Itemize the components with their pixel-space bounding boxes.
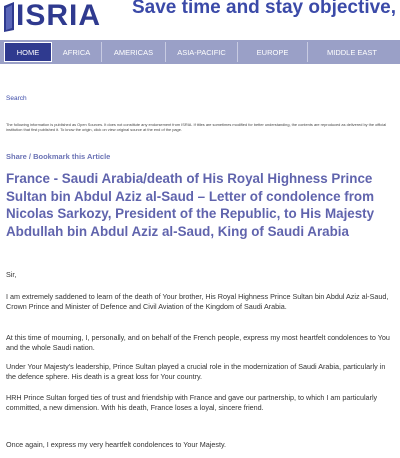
letter-paragraph-5: Once again, I express my very heartfelt condolences to Your Majesty. [6, 440, 226, 449]
nav-asia-pacific[interactable]: ASIA-PACIFIC [166, 42, 238, 62]
site-tagline: Save time and stay objective, [132, 0, 397, 18]
letter-paragraph-3: Under Your Majesty's leadership, Prince Sultan played a crucial role in the modernization of Saudi Arabia, particularly in the defence sphere. His death is a great loss for Your country. [6, 362, 386, 382]
nav-middle-east[interactable]: MIDDLE EAST [326, 47, 377, 57]
letter-paragraph-1: I am extremely saddened to learn of the death of Your brother, His Royal Highness Prince Sultan bin Abdul Aziz al-Saud, Crown Prince and Minister of Defence and Civil Aviation of the Kingdom of Saudi Arabia. [6, 292, 389, 312]
letter-paragraph-4: HRH Prince Sultan forged ties of trust and friendship with France and gave our partnership, to which I am particularly committed, a new dimension. With his death, France loses a loyal, sincere friend. [6, 393, 378, 413]
search-link[interactable]: Search [6, 95, 27, 102]
main-nav [0, 40, 400, 64]
disclaimer-text: The following information is published as Open Sources. It does not constitute any endorsement from ISRIA. If titles are sometimes modified for better understanding, the contents are reproduced as delivered by the official institution that first published it. To know the origin, click on view original source at the end of the page. [6, 122, 387, 132]
article-title: France - Saudi Arabia/death of His Royal Highness Prince Sultan bin Abdul Aziz al-Saud – Letter of condolence from Nicolas Sarkozy, President of the Republic, to His Majesty Abdullah bin Abdul Aziz al-Saud, King of Saudi Arabia [6, 171, 375, 239]
share-bookmark-link[interactable]: Share / Bookmark this Article [6, 152, 111, 161]
nav-europe[interactable]: EUROPE [238, 42, 308, 62]
isria-logo-icon[interactable] [2, 2, 16, 32]
site-logo[interactable]: ISRIA [16, 0, 102, 32]
site-header [0, 0, 400, 40]
nav-americas[interactable]: AMERICAS [102, 42, 166, 62]
letter-paragraph-2: At this time of mourning, I, personally, and on behalf of the French people, express my most heartfelt condolences to You and the whole Saudi nation. [6, 333, 390, 353]
nav-africa[interactable]: AFRICA [52, 42, 102, 62]
letter-salutation: Sir, [6, 270, 17, 279]
nav-home[interactable]: HOME [4, 42, 52, 62]
